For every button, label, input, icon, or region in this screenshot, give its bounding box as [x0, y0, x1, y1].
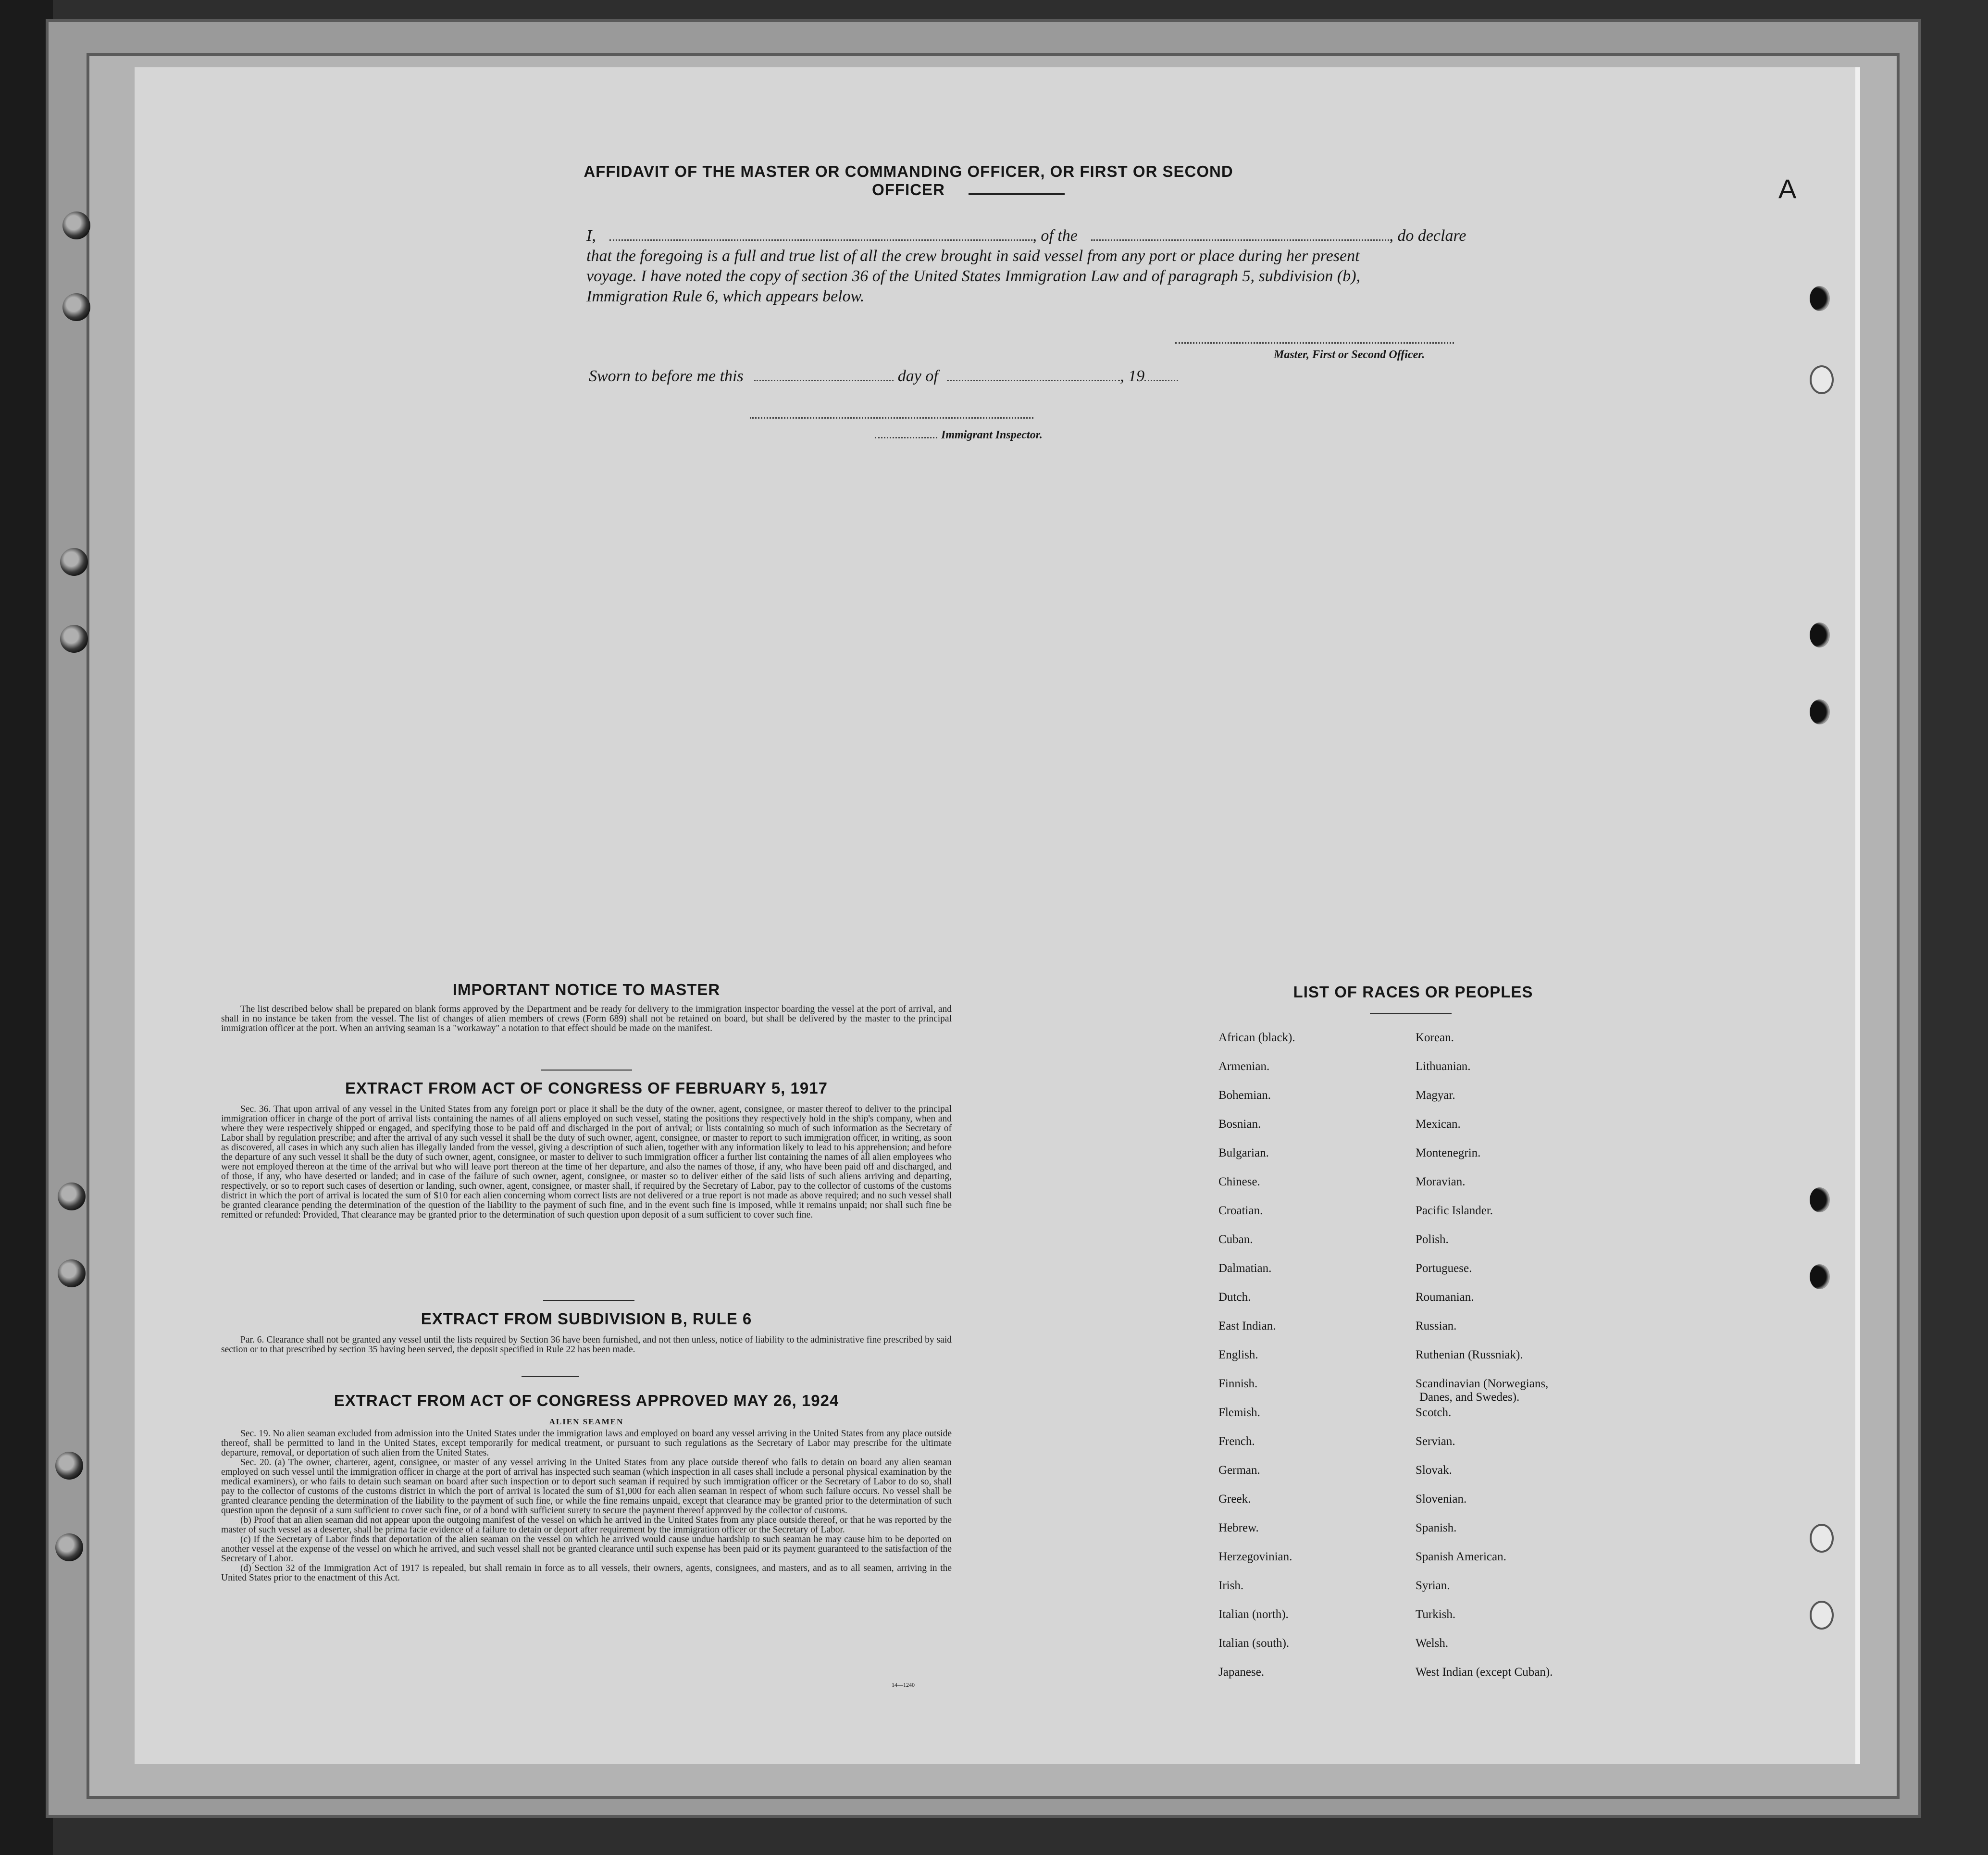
race-item: Pacific Islander. [1416, 1204, 1493, 1217]
sworn-day-of: day of [897, 367, 938, 385]
race-item: Irish. [1218, 1579, 1244, 1592]
corner-mark: A [1778, 174, 1797, 204]
race-item: Montenegrin. [1416, 1146, 1481, 1159]
inspector-signature-line[interactable] [750, 417, 1033, 419]
binder-ring-icon [58, 1259, 86, 1287]
race-item: Magyar. [1416, 1089, 1455, 1102]
punch-hole-icon [1810, 1524, 1834, 1553]
race-item [1416, 1377, 1646, 1406]
signature-line[interactable] [1175, 342, 1454, 344]
affidavit-line3: voyage. I have noted the copy of section 36 of the United States Immigration Law and of paragraph 5, subdivision (b), [586, 267, 1361, 285]
extract-rule6-text [221, 1335, 952, 1355]
race-item: Greek. [1218, 1493, 1251, 1506]
punch-hole-icon [1810, 622, 1830, 647]
race-item: Korean. [1416, 1031, 1454, 1044]
race-item: English. [1218, 1348, 1258, 1361]
punch-hole-icon [1810, 286, 1830, 311]
section-divider [522, 1376, 579, 1377]
binder-ring-icon [60, 625, 88, 653]
race-item: Bosnian. [1218, 1118, 1261, 1131]
races-title-underline [1370, 1013, 1452, 1014]
sworn-line [589, 366, 1178, 386]
race-item: Japanese. [1218, 1666, 1265, 1679]
punch-hole-icon [1810, 1601, 1834, 1630]
race-item: Croatian. [1218, 1204, 1263, 1217]
sec-20b-paragraph: (b) Proof that an alien seaman did not appear upon the outgoing manifest of the vessel on which he arrived in the United States from any place outside thereof, or that he was reported by the master of such vessel as a deserter, shall be prima facie evidence of a failure to detain or deport after requirement by the immigration officer or the Secretary of Labor. [221, 1515, 952, 1535]
notice-title: IMPORTANT NOTICE TO MASTER [452, 981, 721, 998]
binder-ring-icon [58, 1183, 86, 1210]
race-item: Russian. [1416, 1320, 1457, 1332]
race-item: German. [1218, 1464, 1260, 1477]
sec-19-paragraph: Sec. 19. No alien seaman excluded from admission into the United States under the immigration laws and employed on board any vessel arriving in the United States from any place outside thereof, shall be permitted to land in the United States, except temporarily for medical treatment, or pursuant to such regulations as the Secretary of Labor may prescribe for the ultimate departure, removal, or deportation of such alien from the United States. [221, 1429, 952, 1458]
extract-rule6-title: EXTRACT FROM SUBDIVISION B, RULE 6 [421, 1310, 752, 1328]
inspector-caption [875, 429, 1043, 442]
race-item: Servian. [1416, 1435, 1455, 1448]
form-number: 14—1240 [892, 1681, 915, 1688]
notice-paragraph: The list described below shall be prepared on blank forms approved by the Department and be ready for delivery to the immigration inspector boarding the vessel at the port of arrival, and shall in no instance be taken from the vessel. The list of changes of alien members of crews (Form 689) shall not be retained on board, but shall be delivered by the master to the principal immigration officer at the port. When an arriving seaman is a "workaway" a notation to that effect should be made on the manifest. [221, 1004, 952, 1033]
race-item: Portuguese. [1416, 1262, 1472, 1275]
race-item: Polish. [1416, 1233, 1449, 1246]
race-item: Finnish. [1218, 1377, 1258, 1390]
day-blank[interactable] [754, 368, 894, 381]
month-blank[interactable] [947, 368, 1120, 381]
affidavit-title: AFFIDAVIT OF THE MASTER OR COMMANDING OFFICER, OR FIRST OR SECOND OFFICER [584, 162, 1233, 199]
race-item: Armenian. [1218, 1060, 1270, 1073]
binder-strip [0, 0, 53, 1855]
race-item: African (black). [1218, 1031, 1295, 1044]
binder-ring-icon [55, 1533, 83, 1561]
race-item: Scotch. [1416, 1406, 1452, 1419]
form-page [135, 67, 1860, 1764]
par-6-paragraph: Par. 6. Clearance shall not be granted any vessel until the lists required by Section 36 have been furnished, and not then unless, notice of liability to the administrative fine prescribed by said section or to that prescribed by section 35 having been served, the deposit specified in Rule 22 has been made. [221, 1335, 952, 1355]
title-underline [969, 193, 1065, 195]
race-item: Moravian. [1416, 1175, 1466, 1188]
vessel-blank[interactable] [1091, 228, 1389, 241]
race-item: Italian (south). [1218, 1637, 1290, 1650]
alien-seamen-subhead: ALIEN SEAMEN [549, 1417, 624, 1426]
notice-text [221, 1005, 952, 1033]
extract-1924-title: EXTRACT FROM ACT OF CONGRESS APPROVED MAY 26, 1924 [334, 1392, 839, 1409]
year-blank[interactable] [1144, 368, 1178, 381]
race-item-line: Scandinavian (Norwegians, [1416, 1377, 1549, 1390]
race-item: Mexican. [1416, 1118, 1461, 1131]
inspector-caption-text: Immigrant Inspector. [941, 429, 1043, 441]
affidavit-declare: , do declare [1389, 227, 1466, 245]
race-item: Welsh. [1416, 1637, 1449, 1650]
race-item-continuation: Danes, and Swedes). [1419, 1391, 1520, 1404]
extract-1924-text [221, 1429, 952, 1583]
race-item: Chinese. [1218, 1175, 1260, 1188]
affidavit-of-the: , of the [1032, 227, 1078, 245]
sec-20a-paragraph: Sec. 20. (a) The owner, charterer, agent, consignee, or master of any vessel arriving in the United States from any place outside thereof who fails to detain on board any alien seaman employed on such vessel until the immigration officer in charge at the port of arrival has inspected such seaman (which inspection in all cases shall include a personal physical examination by the medical examiners), or who fails to detain such seaman on board after such inspection or to deport such seaman if required by such immigration officer or the Secretary of Labor to do so, shall pay to the collector of customs of the customs district in which the port of arrival is located the sum of $1,000 for each alien seaman in respect of whom such failure occurs. No vessel shall be granted clearance pending the determination of the liability to the payment of such fine, or while the fine remains unpaid, except that clearance may be granted prior to the determination of such question upon the deposit of a sum sufficient to cover such fine, or of a bond with sufficient surety to secure the payment thereof approved by the collector of customs. [221, 1457, 952, 1516]
binder-ring-icon [62, 212, 90, 239]
signature-caption: Master, First or Second Officer. [1274, 349, 1425, 361]
extract-1917-text [221, 1105, 952, 1220]
sworn-year: , 19 [1120, 367, 1145, 385]
binder-ring-icon [60, 548, 88, 576]
affidavit-line2: that the foregoing is a full and true list of all the crew brought in said vessel from any port or place during her present [586, 247, 1360, 265]
race-item: Bohemian. [1218, 1089, 1271, 1102]
race-item: Cuban. [1218, 1233, 1253, 1246]
punch-hole-icon [1810, 699, 1830, 724]
affidavit-line4: Immigration Rule 6, which appears below. [586, 287, 865, 305]
races-column-1 [1218, 1031, 1401, 1694]
inspector-blank [875, 430, 937, 438]
race-item: Lithuanian. [1416, 1060, 1471, 1073]
sec-20c-paragraph: (c) If the Secretary of Labor finds that deportation of the alien seaman on the vessel on which he arrived would cause undue hardship to such seaman he may cause him to be deported on another vessel at the expense of the vessel on which he arrived, and such vessel shall not be granted clearance until such expense has been paid or its payment guaranteed to the satisfaction of the Secretary of Labor. [221, 1534, 952, 1564]
race-item: Flemish. [1218, 1406, 1260, 1419]
race-item: Slovak. [1416, 1464, 1452, 1477]
race-item: Herzegovinian. [1218, 1550, 1292, 1563]
race-item: Roumanian. [1416, 1291, 1474, 1304]
sworn-prefix: Sworn to before me this [589, 367, 744, 385]
affidavit-body [586, 226, 1615, 307]
punch-hole-icon [1810, 365, 1834, 394]
race-item: Bulgarian. [1218, 1146, 1269, 1159]
race-item: West Indian (except Cuban). [1416, 1666, 1553, 1679]
race-item: Hebrew. [1218, 1521, 1259, 1534]
punch-hole-icon [1810, 1264, 1830, 1289]
punch-hole-icon [1810, 1187, 1830, 1212]
section-divider [541, 1070, 632, 1071]
name-blank[interactable] [609, 228, 1032, 241]
binder-ring-icon [55, 1452, 83, 1480]
race-item: Ruthenian (Russniak). [1416, 1348, 1523, 1361]
race-item: French. [1218, 1435, 1255, 1448]
race-item: Turkish. [1416, 1608, 1456, 1621]
race-item: Syrian. [1416, 1579, 1450, 1592]
race-item: East Indian. [1218, 1320, 1276, 1332]
section-36-paragraph: Sec. 36. That upon arrival of any vessel in the United States from any foreign port or place it shall be the duty of the owner, agent, consignee, or master thereof to deliver to the principal immigration officer in charge of the port of arrival lists containing the names of all aliens employed on such vessel, stating the positions they respectively hold in the ship's company, when and where they were respectively shipped or engaged, and specifying those to be paid off and discharged in the port of arrival; or lists containing so much of such information as the Secretary of Labor shall by regulation prescribe; and after the arrival of any such vessel it shall be the duty of such owner, agent, consignee, or master to report to such immigration officer, in writing, as soon as discovered, all cases in which any such alien has illegally landed from the vessel, giving a description of such alien, together with any information likely to lead to his apprehension; and before the departure of any such vessel it shall be the duty of such owner, agent, consignee, or master to deliver to such immigration officer a further list containing the names of all alien employees who were not employed thereon at the time of the arrival but who will leave port thereon at the time of her departure, and also the names of those, if any, who have been paid off and discharged, and of those, if any, who have deserted or landed; and in case of the failure of such owner, agent, consignee, or master so to deliver either of the said lists of such aliens arriving and departing, respectively, or so to report such cases of desertion or landing, such owner, agent, consignee, or master shall, if required by the Secretary of Labor, pay to the collector of customs of the customs district in which the port of arrival is located the sum of $10 for each alien concerning whom correct lists are not delivered or a true report is not made as above required; and no such vessel shall be granted clearance pending the determination of the question of the liability to the payment of such fine, and in the event such fine is imposed, while it remains unpaid; nor shall such fine be remitted or refunded: Provided, That clearance may be granted prior to the determination of such question upon deposit of a sum sufficient to cover such fine. [221, 1104, 952, 1220]
races-column-2 [1416, 1031, 1646, 1694]
sec-20d-paragraph: (d) Section 32 of the Immigration Act of 1917 is repealed, but shall remain in force as to all vessels, their owners, agents, consignees, and masters, and as to all seamen, arriving in the United States prior to the enactment of this Act. [221, 1563, 952, 1583]
race-item: Dutch. [1218, 1291, 1251, 1304]
race-item: Spanish. [1416, 1521, 1457, 1534]
race-item: Dalmatian. [1218, 1262, 1272, 1275]
binder-ring-icon [62, 293, 90, 321]
race-item: Italian (north). [1218, 1608, 1289, 1621]
affidavit-i: I, [586, 227, 596, 245]
races-title: LIST OF RACES OR PEOPLES [1293, 983, 1533, 1001]
race-item: Slovenian. [1416, 1493, 1467, 1506]
section-divider [543, 1300, 634, 1301]
race-item: Spanish American. [1416, 1550, 1506, 1563]
extract-1917-title: EXTRACT FROM ACT OF CONGRESS OF FEBRUARY 5, 1917 [345, 1079, 828, 1097]
